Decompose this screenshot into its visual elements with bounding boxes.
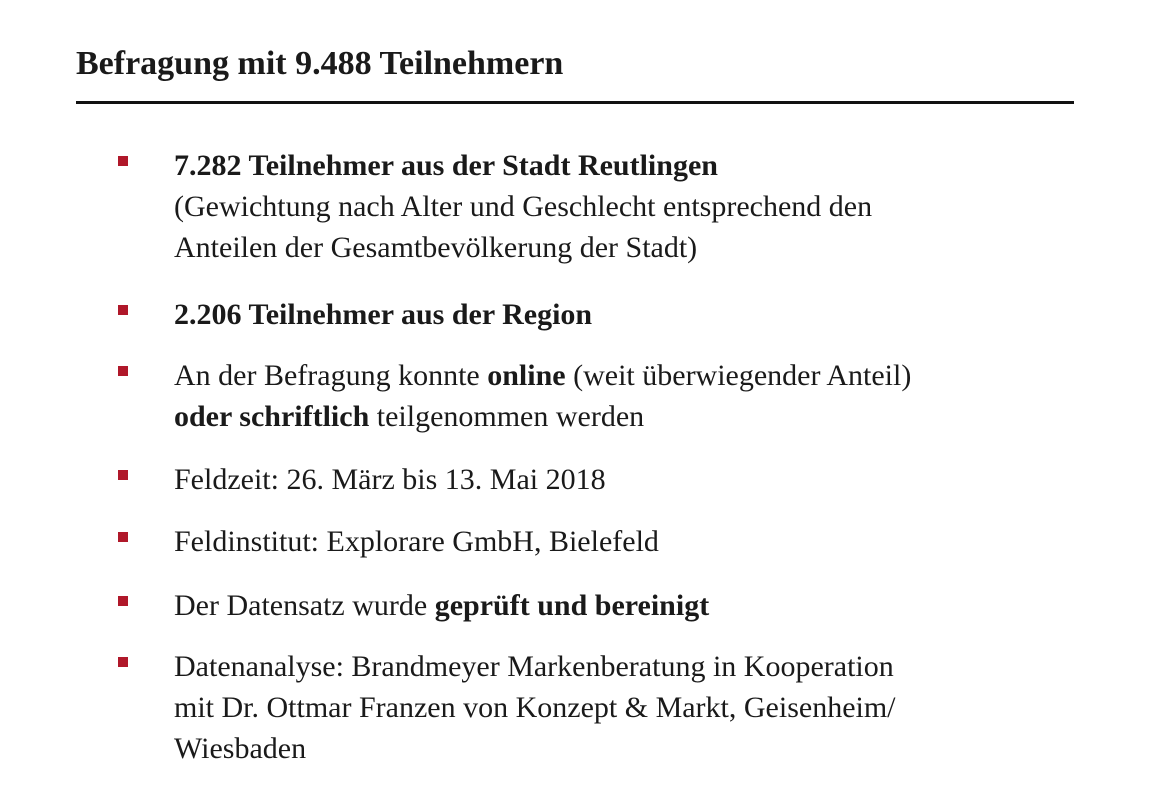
- bullet-text: [174, 294, 1054, 335]
- bullet-line: [174, 145, 1054, 186]
- bullet-line: [174, 294, 1054, 335]
- text-segment: An der Befragung konnte: [174, 359, 488, 392]
- text-segment: (Gewichtung nach Alter und Geschlecht entsprechend den: [174, 190, 873, 223]
- bullet-line: [174, 459, 1054, 500]
- bullet-line: [174, 585, 1054, 626]
- bullet-line: [174, 355, 1054, 396]
- text-segment: Datenanalyse: Brandmeyer Markenberatung in Kooperation: [174, 650, 894, 683]
- bullet-text: [174, 585, 1054, 626]
- square-bullet-icon: [118, 366, 128, 376]
- title-underline: [76, 101, 1074, 104]
- bullet-line: [174, 646, 1054, 687]
- bullet-line: [174, 227, 1054, 268]
- square-bullet-icon: [118, 156, 128, 166]
- bold-text-segment: geprüft und bereinigt: [434, 589, 710, 622]
- bullet-text: [174, 646, 1054, 769]
- text-segment: (weit überwiegender Anteil): [565, 359, 912, 392]
- square-bullet-icon: [118, 596, 128, 606]
- bullet-line: [174, 186, 1054, 227]
- bullet-text: [174, 355, 1054, 437]
- square-bullet-icon: [118, 305, 128, 315]
- bullet-text: [174, 521, 1054, 562]
- bullet-text: [174, 459, 1054, 500]
- text-segment: Der Datensatz wurde: [174, 589, 435, 622]
- bold-text-segment: 7.282 Teilnehmer aus der Stadt Reutlingen: [174, 149, 718, 182]
- bold-text-segment: oder schriftlich: [174, 400, 370, 433]
- square-bullet-icon: [118, 532, 128, 542]
- bullet-line: [174, 521, 1054, 562]
- square-bullet-icon: [118, 657, 128, 667]
- text-segment: mit Dr. Ottmar Franzen von Konzept & Markt, Geisenheim/: [174, 691, 896, 724]
- bold-text-segment: 2.206 Teilnehmer aus der Region: [174, 298, 593, 331]
- bullet-line: [174, 396, 1054, 437]
- bullet-line: [174, 687, 1054, 728]
- text-segment: teilgenommen werden: [369, 400, 645, 433]
- bullet-text: [174, 145, 1054, 268]
- slide-title: Befragung mit 9.488 Teilnehmern: [76, 45, 564, 82]
- text-segment: Feldzeit: 26. März bis 13. Mai 2018: [174, 463, 606, 496]
- text-segment: Feldinstitut: Explorare GmbH, Bielefeld: [174, 525, 659, 558]
- bullet-line: [174, 728, 1054, 769]
- bold-text-segment: online: [487, 359, 566, 392]
- text-segment: Anteilen der Gesamtbevölkerung der Stadt): [174, 231, 698, 264]
- square-bullet-icon: [118, 470, 128, 480]
- text-segment: Wiesbaden: [174, 732, 307, 765]
